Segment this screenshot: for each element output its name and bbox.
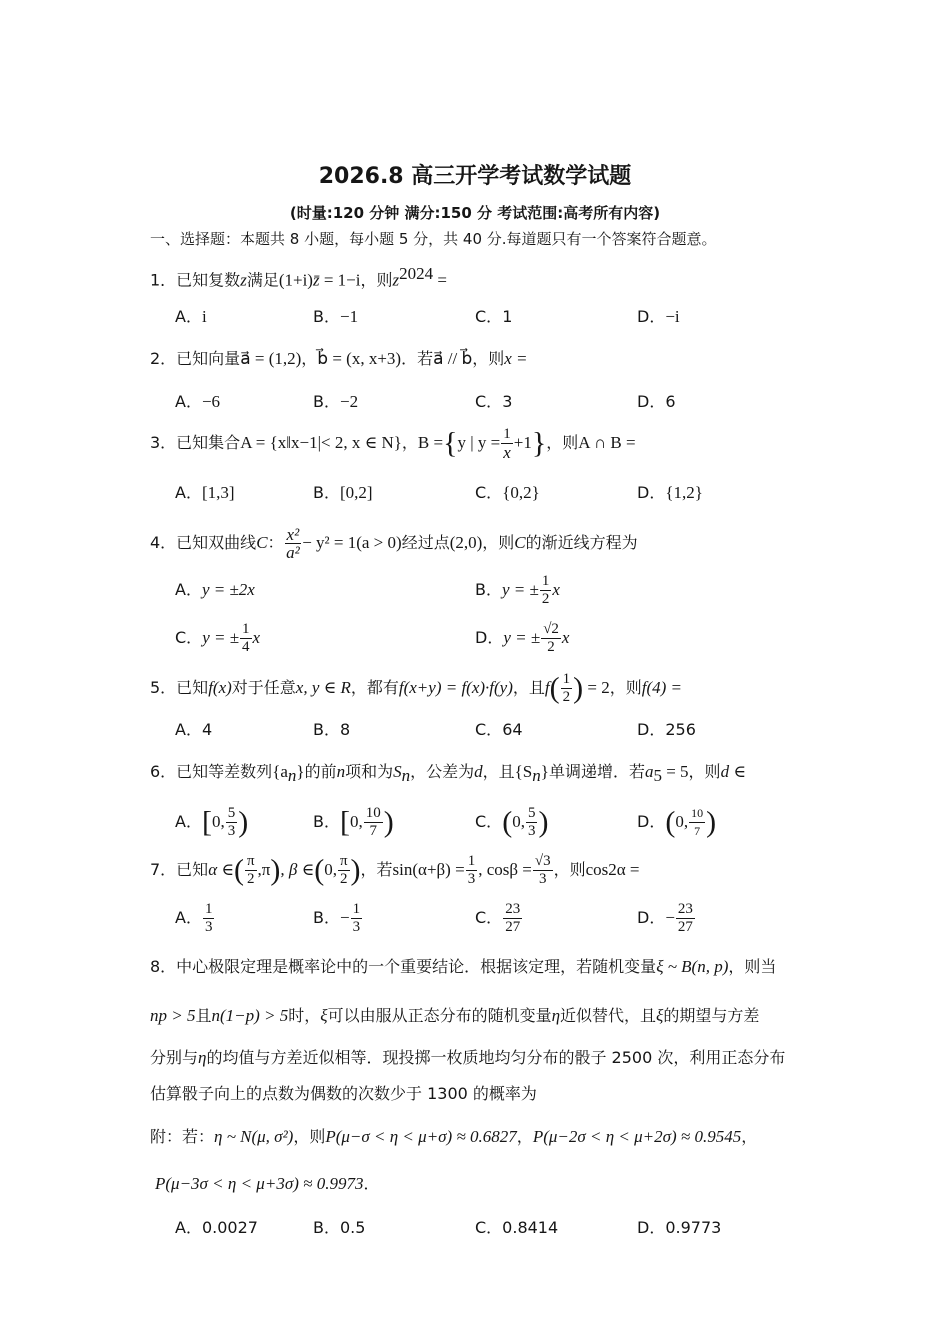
q2-option-c[interactable]: C．3 [475,392,513,411]
question-3: 3．已知集合A = {x‖x−1|< 2, x ∈ N}，B ={y | y = $\frac{1}{x}$ +1}，则A ∩ B = [150,426,636,462]
q2-option-a[interactable]: A．−6 [175,392,221,411]
question-8-appendix-2: P(μ−3σ < η < μ+3σ) ≈ 0.9973． [155,1174,380,1193]
frac-x2-over-a2: $\frac{\text{x²}}{\text{a²}}$ [286,525,300,562]
q7-option-d[interactable]: D．− $\frac{23}{27}$ [637,901,693,935]
question-7: 7．已知α ∈( $\frac{\pi}{2}$ ,π), β ∈(0, $\frac{\pi}{2}$ )，若sin(α+β) = $\frac{1}{3}$ , cosβ = $\frac{√3}{3}$ ，则cos2α = [150,853,640,887]
q7-option-a[interactable]: A． $\frac{1}{3}$ [175,901,213,935]
q5-option-c[interactable]: C．64 [475,720,523,739]
question-8-line-1: 8．中心极限定理是概率论中的一个重要结论．根据该定理，若随机变量ξ ~ B(n, p)，则当 [150,957,777,976]
q5-option-a[interactable]: A．4 [175,720,213,739]
q5-option-b[interactable]: B．8 [313,720,351,739]
q3-option-b[interactable]: B．[0,2] [313,483,373,502]
question-8-line-3: 分别与η的均值与方差近似相等．现投掷一枚质地均匀分布的骰子 2500 次，利用正态分布 [150,1048,786,1067]
q6-option-b[interactable]: B．[0, $\frac{10}{7}$ ) [313,805,394,839]
q6-option-d[interactable]: D．(0, $\frac{10}{7}$ ) [637,805,717,839]
question-4: 4．已知双曲线C： $\frac{\text{x²}}{\text{a²}}$ − y² = 1(a > 0)经过点(2,0)，则C的渐近线方程为 [150,525,638,562]
q1-option-c[interactable]: C．1 [475,307,513,326]
question-6: 6．已知等差数列$\{a_n\}$的前n项和为$S_n$，公差为d，且$\{S_n\}$单调递增．若$a_5 = 5$，则d ∈ [150,762,746,786]
q6-option-c[interactable]: C．(0, $\frac{5}{3}$ ) [475,805,549,839]
q7-option-b[interactable]: B．− $\frac{1}{3}$ [313,901,361,935]
q8-option-b[interactable]: B．0.5 [313,1218,366,1237]
q8-option-a[interactable]: A．0.0027 [175,1218,258,1237]
q8-option-d[interactable]: D．0.9773 [637,1218,722,1237]
q4-option-d[interactable]: D．y = ± $\frac{√2}{2}$ x [475,621,570,655]
q8-option-c[interactable]: C．0.8414 [475,1218,559,1237]
q3-option-d[interactable]: D．{1,2} [637,483,703,502]
question-8-line-2: np > 5且n(1−p) > 5时，ξ可以由服从正态分布的随机变量η近似替代，且ξ的期望与方差 [150,1006,760,1025]
frac-1-over-x: $\frac{1}{x}$ [503,426,511,462]
q7-option-c[interactable]: C． $\frac{23}{27}$ [475,901,521,935]
question-8-appendix: 附：若：η ~ N(μ, σ²)，则P(μ−σ < η < μ+σ) ≈ 0.6827，P(μ−2σ < η < μ+2σ) ≈ 0.9545， [150,1127,758,1146]
q4-option-a[interactable]: A．y = ±2x [175,580,255,599]
q4-option-b[interactable]: B．y = ± $\frac{1}{2}$ x [475,573,560,607]
q1-option-b[interactable]: B．−1 [313,307,359,326]
q2-option-b[interactable]: B．−2 [313,392,359,411]
q1-option-d[interactable]: D．−i [637,307,680,326]
exam-title: 2026.8 高三开学考试数学试题 [318,164,632,189]
question-8-line-4: 估算骰子向上的点数为偶数的次数少于 1300 的概率为 [150,1084,537,1103]
question-2: 2．已知向量a⃗ = (1,2)，b⃗ = (x, x+3)．若a⃗ // b⃗，则x = [150,349,528,368]
exam-subtitle: (时量:120 分钟 满分:150 分 考试范围:高考所有内容) [289,204,661,222]
q2-option-d[interactable]: D．6 [637,392,676,411]
q1-option-a[interactable]: A．i [175,307,207,326]
q5-option-d[interactable]: D．256 [637,720,696,739]
section-heading: 一、选择题：本题共 8 小题，每小题 5 分，共 40 分.每道题只有一个答案符合题意。 [150,230,717,248]
question-1: 1．已知复数z满足(1+i)z̄ = 1−i，则$z^{2024}$ = [150,264,447,290]
q3-option-a[interactable]: A．[1,3] [175,483,235,502]
question-5: 5．已知f(x)对于任意x, y ∈ R，都有f(x+y) = f(x)·f(y)，且f( $\frac{1}{2}$ ) = 2，则f(4) = [150,671,683,705]
q4-option-c[interactable]: C．y = ± $\frac{1}{4}$ x [175,621,261,655]
q3-option-c[interactable]: C．{0,2} [475,483,540,502]
q6-option-a[interactable]: A．[0, $\frac{5}{3}$ ) [175,805,249,839]
